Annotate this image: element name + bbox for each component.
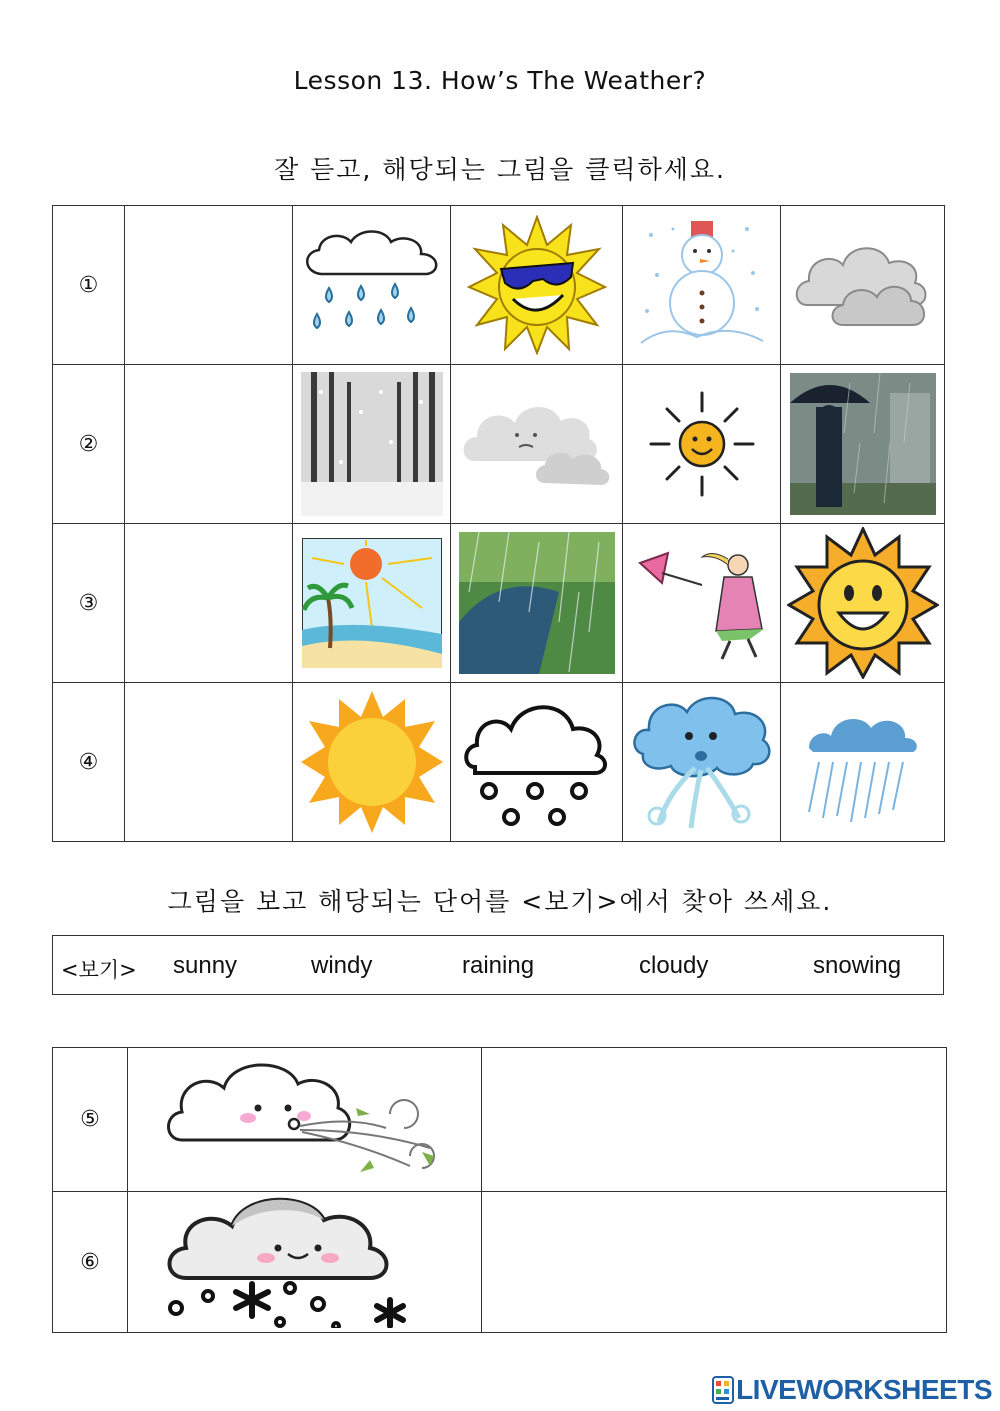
listen-row-4 xyxy=(53,683,945,842)
beach-sun-icon xyxy=(302,538,442,668)
rain-cloud-option[interactable] xyxy=(293,206,451,365)
instruction-write: 그림을 보고 해당되는 단어를 <보기>에서 찾아 쓰세요. xyxy=(167,887,833,916)
write-table xyxy=(52,1047,947,1333)
snow-cloud-icon xyxy=(160,1192,450,1328)
happy-sun-icon xyxy=(787,527,939,679)
smiling-sun-option[interactable] xyxy=(623,365,781,524)
row-number: ② xyxy=(53,365,125,524)
audio-cell xyxy=(125,206,293,365)
word-bank-word: sunny xyxy=(173,952,238,979)
row-number: ⑤ xyxy=(53,1048,128,1192)
blowing-cloud-icon xyxy=(629,692,775,832)
snowflake-icon xyxy=(236,1284,403,1326)
instruction-listen: 잘 듣고, 해당되는 그림을 클릭하세요. xyxy=(274,155,726,184)
row-number: ⑥ xyxy=(53,1192,128,1333)
blue-rain-cloud-option[interactable] xyxy=(781,683,945,842)
umbrella-rain-option[interactable] xyxy=(781,365,945,524)
word-bank-word: raining xyxy=(462,952,535,979)
listen-table xyxy=(52,205,945,842)
sunglasses-sun-icon xyxy=(467,215,607,355)
hail-cloud-option[interactable] xyxy=(451,683,623,842)
umbrella-rain-photo xyxy=(790,373,936,515)
windy-woman-icon xyxy=(632,543,772,663)
page-title: Lesson 13. How’s The Weather? xyxy=(293,66,707,95)
liveworksheets-logo xyxy=(712,1374,992,1406)
answer-input-6[interactable] xyxy=(482,1247,946,1278)
blowing-wind-cloud-icon xyxy=(160,1056,450,1184)
hail-cloud-icon xyxy=(463,697,611,827)
row-number: ③ xyxy=(53,524,125,683)
word-bank xyxy=(52,935,944,995)
yellow-sun-icon xyxy=(301,691,443,833)
snowy-forest-photo xyxy=(301,372,443,516)
grey-clouds-option[interactable] xyxy=(781,206,945,365)
smiling-sun-icon xyxy=(647,389,757,499)
write-row-5 xyxy=(53,1048,947,1192)
answer-cell[interactable] xyxy=(482,1192,947,1333)
blue-rain-cloud-icon xyxy=(805,700,921,824)
windy-woman-option[interactable] xyxy=(623,524,781,683)
listen-row-3 xyxy=(53,524,945,683)
sad-cloud-icon xyxy=(461,399,613,489)
yellow-sun-option[interactable] xyxy=(293,683,451,842)
audio-cell xyxy=(125,683,293,842)
answer-cell[interactable] xyxy=(482,1048,947,1192)
rain-cloud-icon xyxy=(299,226,445,344)
word-bank-word: snowing xyxy=(813,952,902,979)
word-bank-label: <보기> xyxy=(61,958,137,982)
row-number: ① xyxy=(53,206,125,365)
logo-text: LIVEWORKSHEETS xyxy=(736,1374,992,1405)
sunglasses-sun-option[interactable] xyxy=(451,206,623,365)
listen-row-1 xyxy=(53,206,945,365)
logo-badge-icon xyxy=(712,1376,734,1404)
row-number: ④ xyxy=(53,683,125,842)
listen-row-2 xyxy=(53,365,945,524)
picture-cell xyxy=(128,1048,482,1192)
audio-cell xyxy=(125,524,293,683)
audio-cell xyxy=(125,365,293,524)
happy-sun-option[interactable] xyxy=(781,524,945,683)
write-row-6 xyxy=(53,1192,947,1333)
snowy-forest-option[interactable] xyxy=(293,365,451,524)
sad-cloud-option[interactable] xyxy=(451,365,623,524)
rain-umbrella-photo xyxy=(459,532,615,674)
beach-sun-option[interactable] xyxy=(293,524,451,683)
blowing-cloud-option[interactable] xyxy=(623,683,781,842)
answer-input-5[interactable] xyxy=(482,1104,946,1135)
grey-clouds-icon xyxy=(793,235,933,335)
word-bank-word: cloudy xyxy=(639,952,709,979)
snowman-icon xyxy=(637,215,767,355)
rain-umbrella-option[interactable] xyxy=(451,524,623,683)
word-bank-word: windy xyxy=(311,952,373,979)
picture-cell xyxy=(128,1192,482,1333)
snowman-option[interactable] xyxy=(623,206,781,365)
